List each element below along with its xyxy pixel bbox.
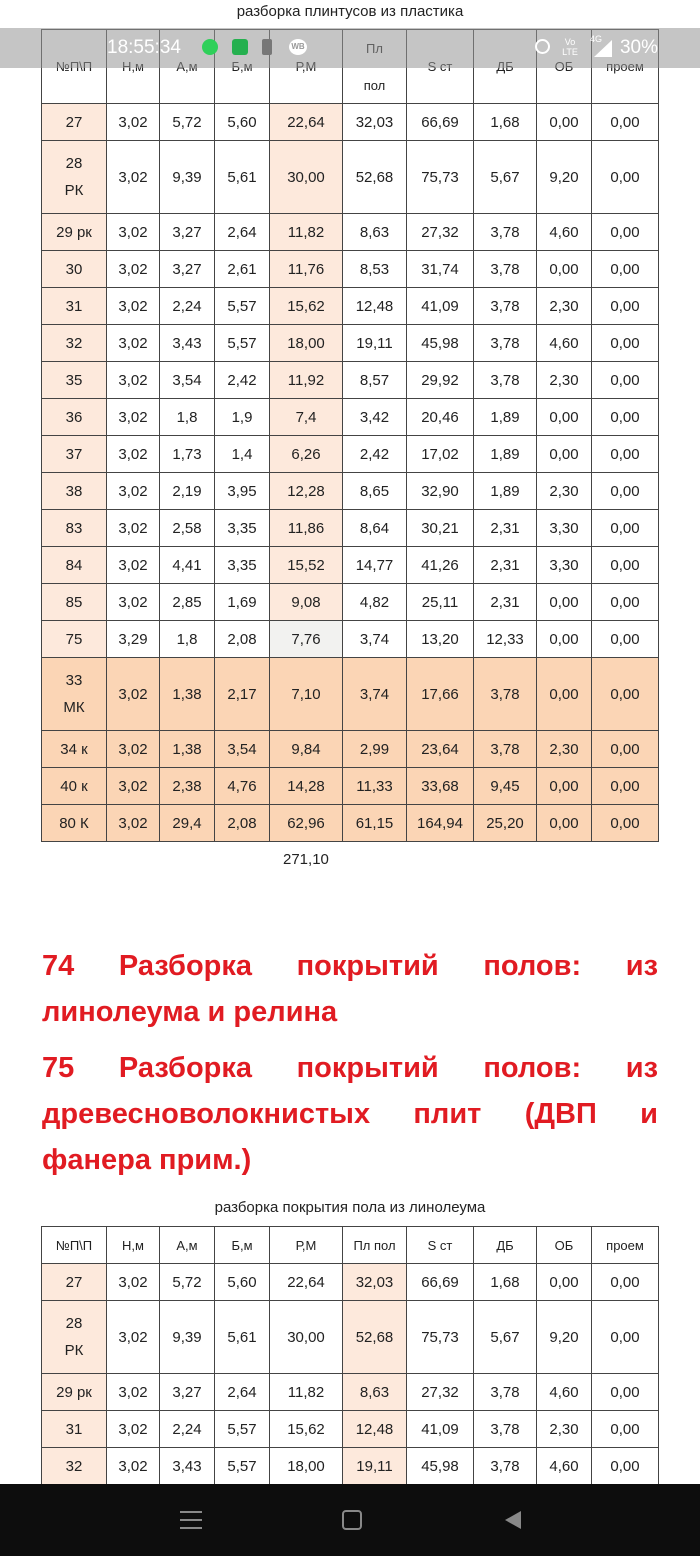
back-icon bbox=[505, 1511, 521, 1529]
cell-proem: 0,00 bbox=[592, 658, 659, 731]
cell-pl: 8,64 bbox=[343, 510, 407, 547]
cell-proem: 0,00 bbox=[592, 1411, 659, 1448]
cell-pl: 4,82 bbox=[343, 584, 407, 621]
cell-b: 2,08 bbox=[215, 805, 270, 842]
cell-db: 1,68 bbox=[474, 1264, 537, 1301]
cell-id bbox=[42, 1301, 107, 1374]
cell-p: 15,52 bbox=[270, 547, 343, 584]
cell-b: 5,57 bbox=[215, 1448, 270, 1485]
cell-h: 3,02 bbox=[107, 362, 160, 399]
cell-id bbox=[42, 141, 107, 214]
cell-s: 17,02 bbox=[407, 436, 474, 473]
cell-db: 3,78 bbox=[474, 214, 537, 251]
cell-a: 5,72 bbox=[160, 104, 215, 141]
heading-75: 75 Разборка покрытий полов: из древесноволокнистых плит (ДВП и фанера прим.) bbox=[42, 1052, 658, 1176]
cell-s: 20,46 bbox=[407, 399, 474, 436]
cell-h: 3,02 bbox=[107, 399, 160, 436]
table1-caption: разборка плинтусов из пластика bbox=[236, 3, 464, 20]
cell-b: 1,9 bbox=[215, 399, 270, 436]
cell-id: 29 рк bbox=[42, 214, 107, 251]
cell-id: 31 bbox=[42, 288, 107, 325]
cell-h: 3,02 bbox=[107, 436, 160, 473]
cell-h: 3,02 bbox=[107, 1264, 160, 1301]
cell-pl: 8,57 bbox=[343, 362, 407, 399]
cell-proem: 0,00 bbox=[592, 399, 659, 436]
cell-id: 40 к bbox=[42, 768, 107, 805]
cell-s: 25,11 bbox=[407, 584, 474, 621]
cell-p: 11,82 bbox=[270, 1374, 343, 1411]
cell-ob: 9,20 bbox=[537, 1301, 592, 1374]
row-id-suffix: РК bbox=[64, 182, 84, 199]
cell-h: 3,02 bbox=[107, 1301, 160, 1374]
signal-icon bbox=[594, 40, 612, 57]
cell-h: 3,02 bbox=[107, 251, 160, 288]
cell-s: 27,32 bbox=[407, 214, 474, 251]
cell-b: 2,64 bbox=[215, 214, 270, 251]
cell-p: 18,00 bbox=[270, 325, 343, 362]
cell-id: 32 bbox=[42, 1448, 107, 1485]
back-button[interactable] bbox=[453, 1484, 573, 1556]
cell-proem: 0,00 bbox=[592, 805, 659, 842]
table-row bbox=[42, 362, 659, 399]
cell-pl: 2,99 bbox=[343, 731, 407, 768]
table-row bbox=[42, 547, 659, 584]
cell-h: 3,02 bbox=[107, 141, 160, 214]
cell-ob: 0,00 bbox=[537, 1264, 592, 1301]
cell-proem: 0,00 bbox=[592, 214, 659, 251]
table2-header-cell: S ст bbox=[407, 1227, 474, 1264]
table-row bbox=[42, 141, 659, 214]
cell-pl: 61,15 bbox=[343, 805, 407, 842]
cell-b: 2,08 bbox=[215, 621, 270, 658]
cell-a: 1,8 bbox=[160, 621, 215, 658]
table-row bbox=[42, 104, 659, 141]
cell-h: 3,02 bbox=[107, 288, 160, 325]
cell-b: 5,57 bbox=[215, 325, 270, 362]
cell-a: 3,54 bbox=[160, 362, 215, 399]
cell-a: 3,27 bbox=[160, 214, 215, 251]
sim-icon bbox=[262, 39, 272, 55]
cell-db: 5,67 bbox=[474, 1301, 537, 1374]
cell-b: 5,61 bbox=[215, 141, 270, 214]
cell-h: 3,02 bbox=[107, 1411, 160, 1448]
cell-p: 7,10 bbox=[270, 658, 343, 731]
table-row bbox=[42, 731, 659, 768]
cell-ob: 0,00 bbox=[537, 768, 592, 805]
cell-b: 5,57 bbox=[215, 288, 270, 325]
table-row bbox=[42, 1264, 659, 1301]
cell-pl: 8,65 bbox=[343, 473, 407, 510]
heading-74: 74 Разборка покрытий полов: из линолеума и релина bbox=[42, 950, 658, 1028]
table-row bbox=[42, 214, 659, 251]
cell-ob: 2,30 bbox=[537, 473, 592, 510]
cell-db: 1,89 bbox=[474, 436, 537, 473]
cell-p: 11,86 bbox=[270, 510, 343, 547]
row-id-suffix: РК bbox=[64, 1342, 84, 1359]
row-id: 33 bbox=[65, 672, 83, 689]
cell-p: 14,28 bbox=[270, 768, 343, 805]
cell-ob: 4,60 bbox=[537, 1448, 592, 1485]
cell-a: 1,73 bbox=[160, 436, 215, 473]
cell-s: 31,74 bbox=[407, 251, 474, 288]
table1-total: 271,10 bbox=[283, 851, 329, 868]
cell-p: 7,4 bbox=[270, 399, 343, 436]
cell-a: 2,19 bbox=[160, 473, 215, 510]
cell-s: 45,98 bbox=[407, 325, 474, 362]
cell-a: 1,38 bbox=[160, 658, 215, 731]
cell-p: 62,96 bbox=[270, 805, 343, 842]
android-icon bbox=[232, 39, 248, 55]
cell-pl: 52,68 bbox=[343, 141, 407, 214]
cell-pl: 19,11 bbox=[343, 325, 407, 362]
cell-p: 30,00 bbox=[270, 141, 343, 214]
cell-proem: 0,00 bbox=[592, 436, 659, 473]
cell-proem: 0,00 bbox=[592, 1374, 659, 1411]
cell-proem: 0,00 bbox=[592, 251, 659, 288]
cell-h: 3,02 bbox=[107, 658, 160, 731]
alarm-icon bbox=[535, 39, 550, 54]
cell-ob: 0,00 bbox=[537, 621, 592, 658]
table-row bbox=[42, 621, 659, 658]
cell-proem: 0,00 bbox=[592, 731, 659, 768]
table2 bbox=[41, 1226, 659, 1485]
cell-id: 29 рк bbox=[42, 1374, 107, 1411]
volte-label: Vo LTE bbox=[562, 37, 578, 57]
cell-p: 15,62 bbox=[270, 1411, 343, 1448]
cell-s: 164,94 bbox=[407, 805, 474, 842]
cell-s: 13,20 bbox=[407, 621, 474, 658]
cell-b: 5,57 bbox=[215, 1411, 270, 1448]
cell-id: 35 bbox=[42, 362, 107, 399]
cell-id: 27 bbox=[42, 104, 107, 141]
cell-id: 27 bbox=[42, 1264, 107, 1301]
battery-percent: 30% bbox=[619, 37, 658, 58]
menu-icon bbox=[180, 1511, 202, 1529]
cell-p: 6,26 bbox=[270, 436, 343, 473]
cell-b: 5,60 bbox=[215, 104, 270, 141]
cell-s: 75,73 bbox=[407, 141, 474, 214]
cell-pl: 12,48 bbox=[343, 1411, 407, 1448]
cell-pl: 3,42 bbox=[343, 399, 407, 436]
cell-s: 17,66 bbox=[407, 658, 474, 731]
header-label-line2: пол bbox=[363, 77, 386, 93]
table-row bbox=[42, 325, 659, 362]
table-row bbox=[42, 805, 659, 842]
cell-id: 32 bbox=[42, 325, 107, 362]
cell-id: 80 К bbox=[42, 805, 107, 842]
cell-p: 7,76 bbox=[270, 621, 343, 658]
cell-h: 3,02 bbox=[107, 1448, 160, 1485]
cell-pl: 32,03 bbox=[343, 1264, 407, 1301]
table2-header-row bbox=[42, 1227, 659, 1264]
cell-id: 38 bbox=[42, 473, 107, 510]
cell-p: 11,92 bbox=[270, 362, 343, 399]
cell-proem: 0,00 bbox=[592, 510, 659, 547]
cell-ob: 4,60 bbox=[537, 325, 592, 362]
row-id-suffix: МК bbox=[63, 699, 85, 716]
cell-pl: 52,68 bbox=[343, 1301, 407, 1374]
home-button[interactable] bbox=[292, 1484, 412, 1556]
cell-id: 83 bbox=[42, 510, 107, 547]
cell-a: 2,24 bbox=[160, 1411, 215, 1448]
table-row bbox=[42, 1301, 659, 1374]
cell-ob: 9,20 bbox=[537, 141, 592, 214]
cell-h: 3,02 bbox=[107, 510, 160, 547]
cell-pl: 19,11 bbox=[343, 1448, 407, 1485]
cell-p: 9,08 bbox=[270, 584, 343, 621]
cell-pl: 12,48 bbox=[343, 288, 407, 325]
cell-b: 3,54 bbox=[215, 731, 270, 768]
cell-p: 22,64 bbox=[270, 1264, 343, 1301]
cell-a: 2,38 bbox=[160, 768, 215, 805]
table-row bbox=[42, 436, 659, 473]
cell-a: 2,24 bbox=[160, 288, 215, 325]
row-id: 28 bbox=[65, 1315, 83, 1332]
cell-s: 30,21 bbox=[407, 510, 474, 547]
cell-db: 3,78 bbox=[474, 1448, 537, 1485]
cell-pl: 32,03 bbox=[343, 104, 407, 141]
cell-b: 2,42 bbox=[215, 362, 270, 399]
cell-db: 5,67 bbox=[474, 141, 537, 214]
table2-header-cell: Пл пол bbox=[343, 1227, 407, 1264]
cell-a: 5,72 bbox=[160, 1264, 215, 1301]
cell-h: 3,02 bbox=[107, 1374, 160, 1411]
cell-ob: 2,30 bbox=[537, 731, 592, 768]
table-row bbox=[42, 1411, 659, 1448]
cell-proem: 0,00 bbox=[592, 473, 659, 510]
cell-a: 1,8 bbox=[160, 399, 215, 436]
table-row bbox=[42, 1448, 659, 1485]
cell-id: 34 к bbox=[42, 731, 107, 768]
status-bar bbox=[0, 28, 700, 68]
cell-pl: 3,74 bbox=[343, 658, 407, 731]
cell-proem: 0,00 bbox=[592, 1301, 659, 1374]
cell-ob: 0,00 bbox=[537, 805, 592, 842]
cell-id: 30 bbox=[42, 251, 107, 288]
cell-ob: 0,00 bbox=[537, 399, 592, 436]
cell-ob: 0,00 bbox=[537, 584, 592, 621]
cell-p: 11,76 bbox=[270, 251, 343, 288]
table2-header-cell: ДБ bbox=[474, 1227, 537, 1264]
table-row bbox=[42, 658, 659, 731]
table-row bbox=[42, 1374, 659, 1411]
cell-proem: 0,00 bbox=[592, 1448, 659, 1485]
cell-db: 3,78 bbox=[474, 288, 537, 325]
cell-a: 2,85 bbox=[160, 584, 215, 621]
cell-a: 3,27 bbox=[160, 1374, 215, 1411]
table-row bbox=[42, 251, 659, 288]
cell-h: 3,02 bbox=[107, 768, 160, 805]
cell-b: 1,69 bbox=[215, 584, 270, 621]
cell-ob: 2,30 bbox=[537, 1411, 592, 1448]
cell-id: 36 bbox=[42, 399, 107, 436]
table2-header-cell: ОБ bbox=[537, 1227, 592, 1264]
cell-ob: 0,00 bbox=[537, 104, 592, 141]
table1 bbox=[41, 29, 659, 842]
cell-pl: 8,53 bbox=[343, 251, 407, 288]
cell-p: 30,00 bbox=[270, 1301, 343, 1374]
cell-h: 3,02 bbox=[107, 731, 160, 768]
cell-proem: 0,00 bbox=[592, 362, 659, 399]
home-icon bbox=[342, 1510, 362, 1530]
table-row bbox=[42, 510, 659, 547]
table-row bbox=[42, 768, 659, 805]
cell-proem: 0,00 bbox=[592, 621, 659, 658]
cell-db: 9,45 bbox=[474, 768, 537, 805]
whatsapp-icon bbox=[202, 39, 218, 55]
network-label: 4G bbox=[589, 34, 602, 44]
table2-header-cell: Р,М bbox=[270, 1227, 343, 1264]
cell-pl: 11,33 bbox=[343, 768, 407, 805]
cell-a: 1,38 bbox=[160, 731, 215, 768]
cell-db: 3,78 bbox=[474, 251, 537, 288]
row-id: 28 bbox=[65, 155, 83, 172]
cell-h: 3,02 bbox=[107, 325, 160, 362]
cell-db: 3,78 bbox=[474, 1411, 537, 1448]
cell-a: 9,39 bbox=[160, 1301, 215, 1374]
table2-header-cell: Н,м bbox=[107, 1227, 160, 1264]
cell-db: 1,89 bbox=[474, 473, 537, 510]
cell-h: 3,02 bbox=[107, 584, 160, 621]
cell-db: 1,68 bbox=[474, 104, 537, 141]
cell-h: 3,02 bbox=[107, 214, 160, 251]
cell-pl: 14,77 bbox=[343, 547, 407, 584]
cell-a: 29,4 bbox=[160, 805, 215, 842]
cell-ob: 0,00 bbox=[537, 436, 592, 473]
cell-s: 33,68 bbox=[407, 768, 474, 805]
cell-b: 2,64 bbox=[215, 1374, 270, 1411]
cell-s: 66,69 bbox=[407, 104, 474, 141]
cell-s: 41,09 bbox=[407, 1411, 474, 1448]
table2-header-cell: №П\П bbox=[42, 1227, 107, 1264]
cell-proem: 0,00 bbox=[592, 1264, 659, 1301]
cell-s: 41,09 bbox=[407, 288, 474, 325]
cell-s: 29,92 bbox=[407, 362, 474, 399]
cell-b: 5,60 bbox=[215, 1264, 270, 1301]
cell-a: 3,43 bbox=[160, 1448, 215, 1485]
cell-b: 1,4 bbox=[215, 436, 270, 473]
table-row bbox=[42, 584, 659, 621]
status-time: 18:55:34 bbox=[107, 37, 181, 58]
cell-s: 27,32 bbox=[407, 1374, 474, 1411]
cell-db: 2,31 bbox=[474, 584, 537, 621]
cell-s: 32,90 bbox=[407, 473, 474, 510]
cell-pl: 8,63 bbox=[343, 214, 407, 251]
cell-db: 25,20 bbox=[474, 805, 537, 842]
cell-id: 84 bbox=[42, 547, 107, 584]
wb-icon: WB bbox=[289, 39, 307, 55]
cell-a: 3,27 bbox=[160, 251, 215, 288]
cell-db: 3,78 bbox=[474, 658, 537, 731]
cell-id: 31 bbox=[42, 1411, 107, 1448]
cell-ob: 3,30 bbox=[537, 547, 592, 584]
navigation-bar bbox=[0, 1484, 700, 1556]
cell-db: 3,78 bbox=[474, 362, 537, 399]
cell-p: 22,64 bbox=[270, 104, 343, 141]
cell-b: 3,95 bbox=[215, 473, 270, 510]
cell-proem: 0,00 bbox=[592, 325, 659, 362]
cell-p: 12,28 bbox=[270, 473, 343, 510]
cell-s: 45,98 bbox=[407, 1448, 474, 1485]
cell-id: 75 bbox=[42, 621, 107, 658]
cell-b: 3,35 bbox=[215, 547, 270, 584]
cell-ob: 0,00 bbox=[537, 251, 592, 288]
cell-a: 4,41 bbox=[160, 547, 215, 584]
cell-b: 2,17 bbox=[215, 658, 270, 731]
cell-proem: 0,00 bbox=[592, 768, 659, 805]
cell-proem: 0,00 bbox=[592, 547, 659, 584]
cell-s: 75,73 bbox=[407, 1301, 474, 1374]
cell-db: 3,78 bbox=[474, 325, 537, 362]
cell-p: 18,00 bbox=[270, 1448, 343, 1485]
table-row bbox=[42, 288, 659, 325]
cell-p: 11,82 bbox=[270, 214, 343, 251]
cell-ob: 4,60 bbox=[537, 1374, 592, 1411]
table2-header-cell: проем bbox=[592, 1227, 659, 1264]
cell-db: 2,31 bbox=[474, 547, 537, 584]
cell-a: 2,58 bbox=[160, 510, 215, 547]
cell-b: 2,61 bbox=[215, 251, 270, 288]
cell-b: 5,61 bbox=[215, 1301, 270, 1374]
cell-s: 66,69 bbox=[407, 1264, 474, 1301]
cell-proem: 0,00 bbox=[592, 141, 659, 214]
cell-id: 37 bbox=[42, 436, 107, 473]
cell-h: 3,02 bbox=[107, 104, 160, 141]
table2-header-cell: А,м bbox=[160, 1227, 215, 1264]
cell-p: 9,84 bbox=[270, 731, 343, 768]
table-row bbox=[42, 399, 659, 436]
cell-ob: 2,30 bbox=[537, 288, 592, 325]
cell-pl: 2,42 bbox=[343, 436, 407, 473]
cell-p: 15,62 bbox=[270, 288, 343, 325]
cell-h: 3,02 bbox=[107, 805, 160, 842]
cell-id bbox=[42, 658, 107, 731]
table2-caption: разборка покрытия пола из линолеума bbox=[214, 1199, 486, 1216]
cell-h: 3,02 bbox=[107, 473, 160, 510]
cell-db: 12,33 bbox=[474, 621, 537, 658]
table2-header-cell: Б,м bbox=[215, 1227, 270, 1264]
table-row bbox=[42, 473, 659, 510]
cell-pl: 3,74 bbox=[343, 621, 407, 658]
cell-proem: 0,00 bbox=[592, 104, 659, 141]
cell-db: 1,89 bbox=[474, 399, 537, 436]
recent-apps-button[interactable] bbox=[131, 1484, 251, 1556]
cell-pl: 8,63 bbox=[343, 1374, 407, 1411]
cell-id: 85 bbox=[42, 584, 107, 621]
cell-db: 3,78 bbox=[474, 1374, 537, 1411]
cell-h: 3,29 bbox=[107, 621, 160, 658]
cell-b: 4,76 bbox=[215, 768, 270, 805]
cell-ob: 3,30 bbox=[537, 510, 592, 547]
cell-h: 3,02 bbox=[107, 547, 160, 584]
cell-db: 2,31 bbox=[474, 510, 537, 547]
cell-a: 3,43 bbox=[160, 325, 215, 362]
cell-b: 3,35 bbox=[215, 510, 270, 547]
cell-proem: 0,00 bbox=[592, 288, 659, 325]
cell-s: 41,26 bbox=[407, 547, 474, 584]
cell-db: 3,78 bbox=[474, 731, 537, 768]
cell-a: 9,39 bbox=[160, 141, 215, 214]
cell-proem: 0,00 bbox=[592, 584, 659, 621]
cell-ob: 2,30 bbox=[537, 362, 592, 399]
cell-ob: 4,60 bbox=[537, 214, 592, 251]
cell-s: 23,64 bbox=[407, 731, 474, 768]
cell-ob: 0,00 bbox=[537, 658, 592, 731]
